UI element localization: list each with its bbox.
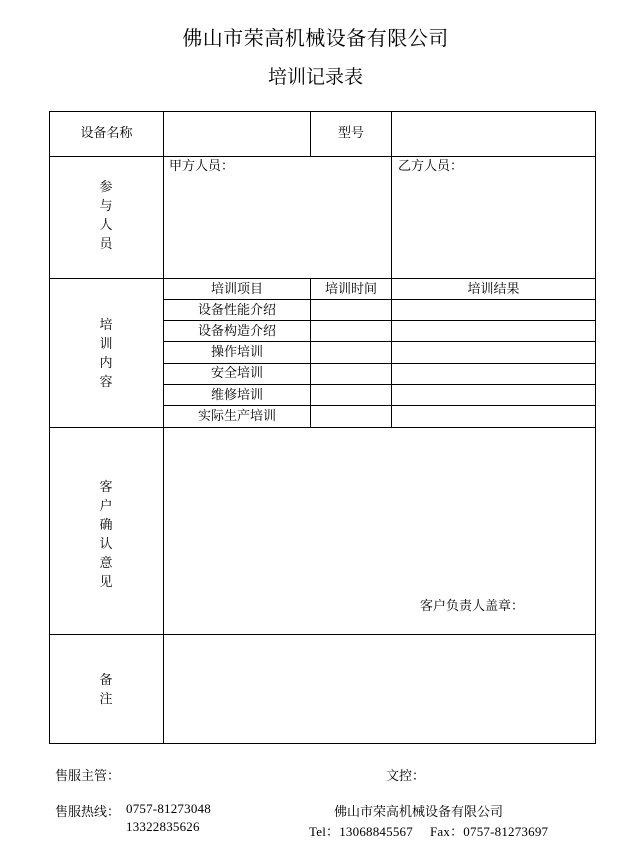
training-row-divider xyxy=(163,363,596,364)
customer-seal-label: 客户负责人盖章： xyxy=(420,599,525,614)
footer-tel: Tel：13068845567 xyxy=(309,824,413,839)
clerk-label: 文控： xyxy=(386,769,426,784)
hotline-number-2: 13322835626 xyxy=(126,819,200,834)
document-title: 培训记录表 xyxy=(267,66,363,88)
party-a-label: 甲方人员： xyxy=(169,159,235,174)
customer-confirmation-label: 客 户 确 认 意 见 xyxy=(99,480,113,590)
training-item: 操作培训 xyxy=(210,345,263,360)
remarks-label: 备 注 xyxy=(99,673,113,707)
footer-company-name: 佛山市荣高机械设备有限公司 xyxy=(334,805,504,820)
row-divider xyxy=(49,634,596,635)
cell-divider xyxy=(391,156,392,279)
hotline-label: 售服热线： xyxy=(55,805,121,820)
training-row-divider xyxy=(163,384,596,385)
party-b-label: 乙方人员： xyxy=(398,159,464,174)
training-item: 设备性能介绍 xyxy=(197,303,276,318)
device-name-label: 设备名称 xyxy=(80,126,133,141)
training-row-divider xyxy=(163,320,596,321)
training-item: 实际生产培训 xyxy=(197,409,276,424)
training-item: 安全培训 xyxy=(210,366,263,381)
row-divider xyxy=(49,427,596,428)
training-result-header: 培训结果 xyxy=(467,282,520,297)
training-row-divider xyxy=(163,341,596,342)
footer-fax: Fax：0757-81273697 xyxy=(430,824,549,839)
model-label: 型号 xyxy=(337,126,364,141)
training-item: 维修培训 xyxy=(210,388,263,403)
table-border-top xyxy=(49,111,596,112)
company-title: 佛山市荣高机械设备有限公司 xyxy=(182,26,449,50)
row-divider xyxy=(49,278,596,279)
table-border-bottom xyxy=(49,743,596,744)
training-row-divider xyxy=(163,299,596,300)
training-time-header: 培训时间 xyxy=(324,282,377,297)
hotline-number-1: 0757-81273048 xyxy=(126,801,211,816)
cell-divider xyxy=(391,111,392,157)
service-manager-label: 售服主管： xyxy=(55,769,121,784)
training-row-divider xyxy=(163,405,596,406)
training-item: 设备构造介绍 xyxy=(197,324,276,339)
training-content-label: 培 训 内 容 xyxy=(99,318,113,390)
participants-label: 参 与 人 员 xyxy=(99,180,113,252)
training-item-header: 培训项目 xyxy=(210,282,263,297)
row-divider xyxy=(49,156,596,157)
